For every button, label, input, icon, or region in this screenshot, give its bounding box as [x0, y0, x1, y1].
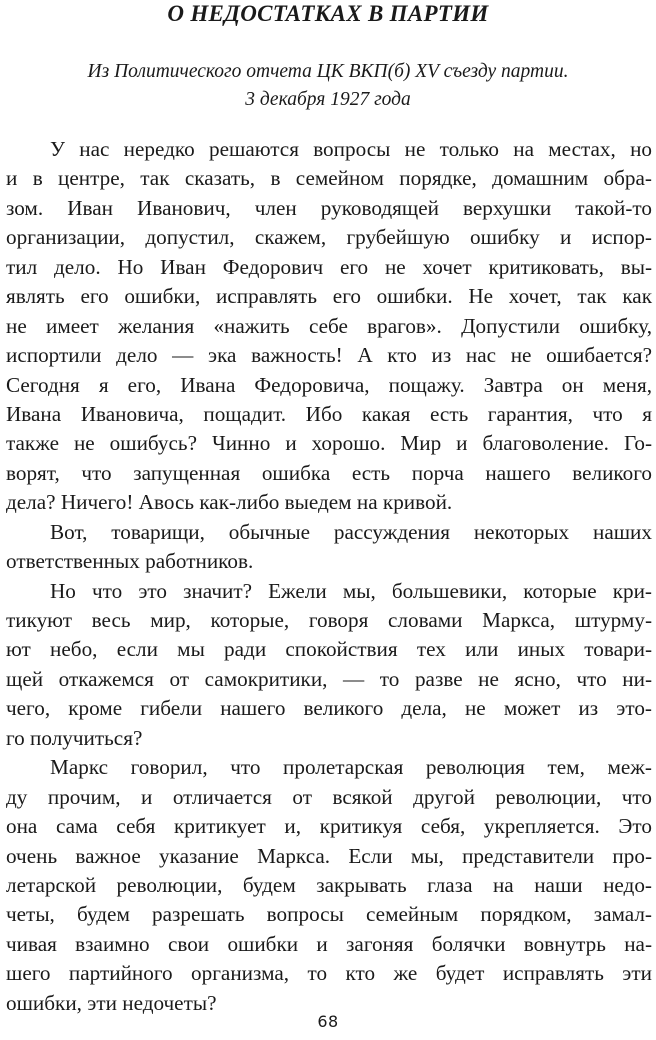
- text-line: не имеет желания «нажить себе врагов». Допустили ошибку,: [6, 313, 652, 338]
- paragraph: [6, 518, 652, 577]
- paragraph: [6, 135, 652, 518]
- page-title: О НЕДОСТАТКАХ В ПАРТИИ: [167, 1, 489, 26]
- subtitle-line-date: 3 декабря 1927 года: [245, 89, 411, 110]
- text-line: Вот, товарищи, обычные рассуждения некоторых наших: [50, 519, 652, 544]
- body-text: [6, 135, 652, 1018]
- text-line: ют небо, если мы ради спокойствия тех или иных товари-: [6, 637, 652, 662]
- text-line: испортили дело — эка важность! А кто из нас не ошибается?: [6, 343, 652, 368]
- paragraph: [6, 753, 652, 1018]
- text-line: четы, будем разрешать вопросы семейным порядком, замал-: [6, 902, 652, 927]
- text-line: ворят, что запущенная ошибка есть порча нашего великого: [6, 460, 652, 485]
- text-line: летарской революции, будем закрывать глаза на наши недо-: [6, 872, 652, 897]
- text-line: также не ошибусь? Чинно и хорошо. Мир и благоволение. Го-: [6, 431, 652, 456]
- text-line: шего партийного организма, то кто же будет исправлять эти: [6, 961, 652, 986]
- text-line: тикуют весь мир, которые, говоря словами Маркса, штурму-: [6, 608, 652, 632]
- text-line: Ивана Ивановича, пощадит. Ибо какая есть гарантия, что я: [6, 401, 652, 426]
- text-line: и в центре, так сказать, в семейном порядке, домашним обра-: [6, 166, 652, 191]
- subtitle: [0, 58, 656, 114]
- text-line: ошибки, эти недочеты?: [6, 990, 217, 1015]
- text-line: Сегодня я его, Ивана Федоровича, пощажу. Завтра он меня,: [6, 372, 652, 397]
- text-line: Но что это значит? Ежели мы, большевики, которые кри-: [50, 578, 652, 603]
- page-number: 68: [317, 1012, 339, 1031]
- text-line: ду прочим, и отличается от всякой другой революции, что: [6, 784, 652, 809]
- subtitle-line-source: Из Политического отчета ЦК ВКП(б) XV съезду партии.: [87, 61, 569, 82]
- text-line: го получиться?: [6, 725, 143, 750]
- text-line: Маркс говорил, что пролетарская революция тем, меж-: [50, 755, 652, 780]
- text-line: дела? Ничего! Авось как-либо выедем на кривой.: [6, 490, 453, 515]
- text-line: У нас нередко решаются вопросы не только на местах, но: [50, 137, 652, 161]
- text-line: зом. Иван Иванович, член руководящей верхушки такой-то: [6, 195, 652, 220]
- text-line: чего, кроме гибели нашего великого дела, не может из это-: [6, 696, 652, 721]
- text-line: чивая взаимно свои ошибки и загоняя болячки вовнутрь на-: [6, 931, 652, 956]
- text-line: она сама себя критикует и, критикуя себя, укрепляется. Это: [6, 814, 652, 839]
- text-line: ответственных работников.: [6, 549, 254, 574]
- text-line: тил дело. Но Иван Федорович его не хочет критиковать, вы-: [6, 254, 652, 279]
- text-line: организации, допустил, скажем, грубейшую ошибку и испор-: [6, 225, 652, 250]
- paragraph: [6, 577, 652, 754]
- text-line: щей откажемся от самокритики, — то разве не ясно, что ни-: [6, 666, 652, 691]
- text-line: очень важное указание Маркса. Если мы, представители про-: [6, 843, 652, 868]
- text-line: являть его ошибки, исправлять его ошибки. Не хочет, так как: [6, 284, 652, 309]
